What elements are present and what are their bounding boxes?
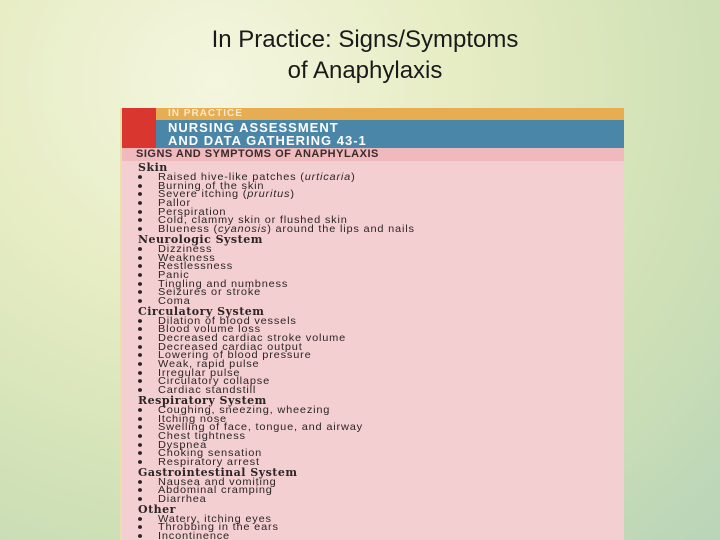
bullet-icon: [138, 210, 142, 214]
list-item-text: Diarrhea: [158, 493, 207, 505]
list-item: [138, 386, 618, 394]
group-heading: Circulatory System: [138, 304, 265, 318]
italic-term: cyanosis: [217, 223, 268, 235]
banner-line-2: AND DATA GATHERING 43-1: [168, 133, 367, 148]
bullet-icon: [138, 264, 142, 268]
bullet-icon: [138, 175, 142, 179]
slide-title-line-2: of Anaphylaxis: [287, 57, 443, 84]
list-item-text: Nausea and vomiting: [158, 475, 277, 488]
group-heading: Neurologic System: [138, 232, 263, 246]
list-item-text: Irregular pulse: [158, 367, 241, 379]
italic-term: urticaria: [304, 171, 352, 183]
bullet-icon: [138, 192, 142, 196]
list-item-text: Cardiac standstill: [158, 384, 257, 396]
bullet-icon: [138, 380, 142, 384]
list-item-text: Panic: [158, 269, 190, 281]
slide-title: [0, 24, 720, 86]
bullet-icon: [138, 534, 142, 538]
bullet-icon: [138, 227, 142, 231]
bullet-icon: [138, 434, 142, 438]
bullet-icon: [138, 247, 142, 251]
list-item: [138, 225, 618, 233]
bullet-icon: [138, 184, 142, 188]
bullet-icon: [138, 353, 142, 357]
list-item: [138, 458, 618, 466]
list-item-text: Tingling and numbness: [158, 277, 289, 290]
list-item-text: Chest tightness: [158, 430, 246, 442]
bullet-icon: [138, 345, 142, 349]
list-item-text: Decreased cardiac stroke volume: [158, 332, 347, 344]
list-item-text: Restlessness: [158, 260, 234, 272]
list-item-text: Dilation of blood vessels: [158, 314, 297, 327]
list-item: [138, 288, 618, 296]
list-item-text: Choking sensation: [158, 447, 263, 459]
bullet-icon: [138, 517, 142, 521]
bullet-icon: [138, 327, 142, 331]
bullet-icon: [138, 525, 142, 529]
list-item-text: Perspiration: [158, 206, 227, 218]
list-item-text: Abdominal cramping: [158, 484, 273, 497]
list-item-text: Dizziness: [158, 243, 213, 255]
banner-line-1: NURSING ASSESSMENT: [168, 120, 339, 135]
slide-title-line-1: In Practice: Signs/Symptoms: [211, 26, 519, 53]
list-item-text: Coma: [158, 295, 191, 307]
bullet-icon: [138, 451, 142, 455]
bullet-icon: [138, 290, 142, 294]
bullet-icon: [138, 480, 142, 484]
list-item-text: Coughing, sneezing, wheezing: [158, 404, 331, 416]
list-item-text: Blueness (cyanosis) around the lips and nails: [158, 223, 415, 235]
section-title: SIGNS AND SYMPTOMS OF ANAPHYLAXIS: [122, 148, 624, 161]
list-item-text: Watery, itching eyes: [158, 513, 272, 525]
list-item-text: Pallor: [158, 197, 191, 209]
bullet-icon: [138, 201, 142, 205]
list-item: [138, 188, 618, 201]
bullet-icon: [138, 282, 142, 286]
list-item: [138, 432, 618, 440]
list-item-text: Cold, clammy skin or flushed skin: [158, 214, 348, 227]
bullet-icon: [138, 319, 142, 323]
bullet-icon: [138, 488, 142, 492]
list-item-text: Seizures or stroke: [158, 286, 262, 298]
bullet-icon: [138, 362, 142, 366]
bullet-icon: [138, 219, 142, 223]
list-item-text: Dyspnea: [158, 438, 208, 451]
bullet-icon: [138, 336, 142, 340]
bullet-icon: [138, 425, 142, 429]
list-item-text: Weakness: [158, 251, 216, 264]
bullet-icon: [138, 371, 142, 375]
list-item-text: Lowering of blood pressure: [158, 349, 312, 362]
list-item-text: Swelling of face, tongue, and airway: [158, 421, 363, 433]
in-practice-label: IN PRACTICE: [156, 108, 624, 120]
red-accent-strip: [122, 108, 156, 148]
list-item-text: Respiratory arrest: [158, 456, 260, 468]
list-item-text: Incontinence: [158, 530, 230, 540]
bullet-icon: [138, 256, 142, 260]
symptom-groups: [138, 162, 618, 540]
nursing-assessment-card: [120, 108, 624, 540]
bullet-icon: [138, 408, 142, 412]
bullet-icon: [138, 417, 142, 421]
list-item-text: Raised hive-like patches (urticaria): [158, 171, 356, 183]
group-heading: Respiratory System: [138, 393, 267, 407]
list-item-text: Circulatory collapse: [158, 375, 270, 388]
bullet-icon: [138, 497, 142, 501]
bullet-icon: [138, 460, 142, 464]
bullet-icon: [138, 273, 142, 277]
list-item: [138, 262, 618, 270]
card-banner: [156, 120, 624, 149]
list-item-text: Blood volume loss: [158, 323, 261, 336]
list-item: [138, 532, 618, 540]
list-item-text: Throbbing in the ears: [158, 521, 279, 534]
list-item-text: Burning of the skin: [158, 180, 265, 192]
bullet-icon: [138, 388, 142, 392]
list-item: [138, 495, 618, 503]
group-heading: Gastrointestinal System: [138, 465, 298, 479]
list-item-text: Itching nose: [158, 412, 227, 425]
bullet-icon: [138, 299, 142, 303]
list-item: [138, 297, 618, 305]
group-heading: Other: [138, 502, 176, 516]
italic-term: pruritus: [247, 188, 291, 201]
list-item-text: Weak, rapid pulse: [158, 358, 260, 370]
list-item: [138, 484, 618, 497]
group-heading: Skin: [138, 161, 168, 174]
bullet-icon: [138, 443, 142, 447]
list-item-text: Decreased cardiac output: [158, 341, 303, 353]
list-item-text: Severe itching (pruritus): [158, 188, 295, 201]
